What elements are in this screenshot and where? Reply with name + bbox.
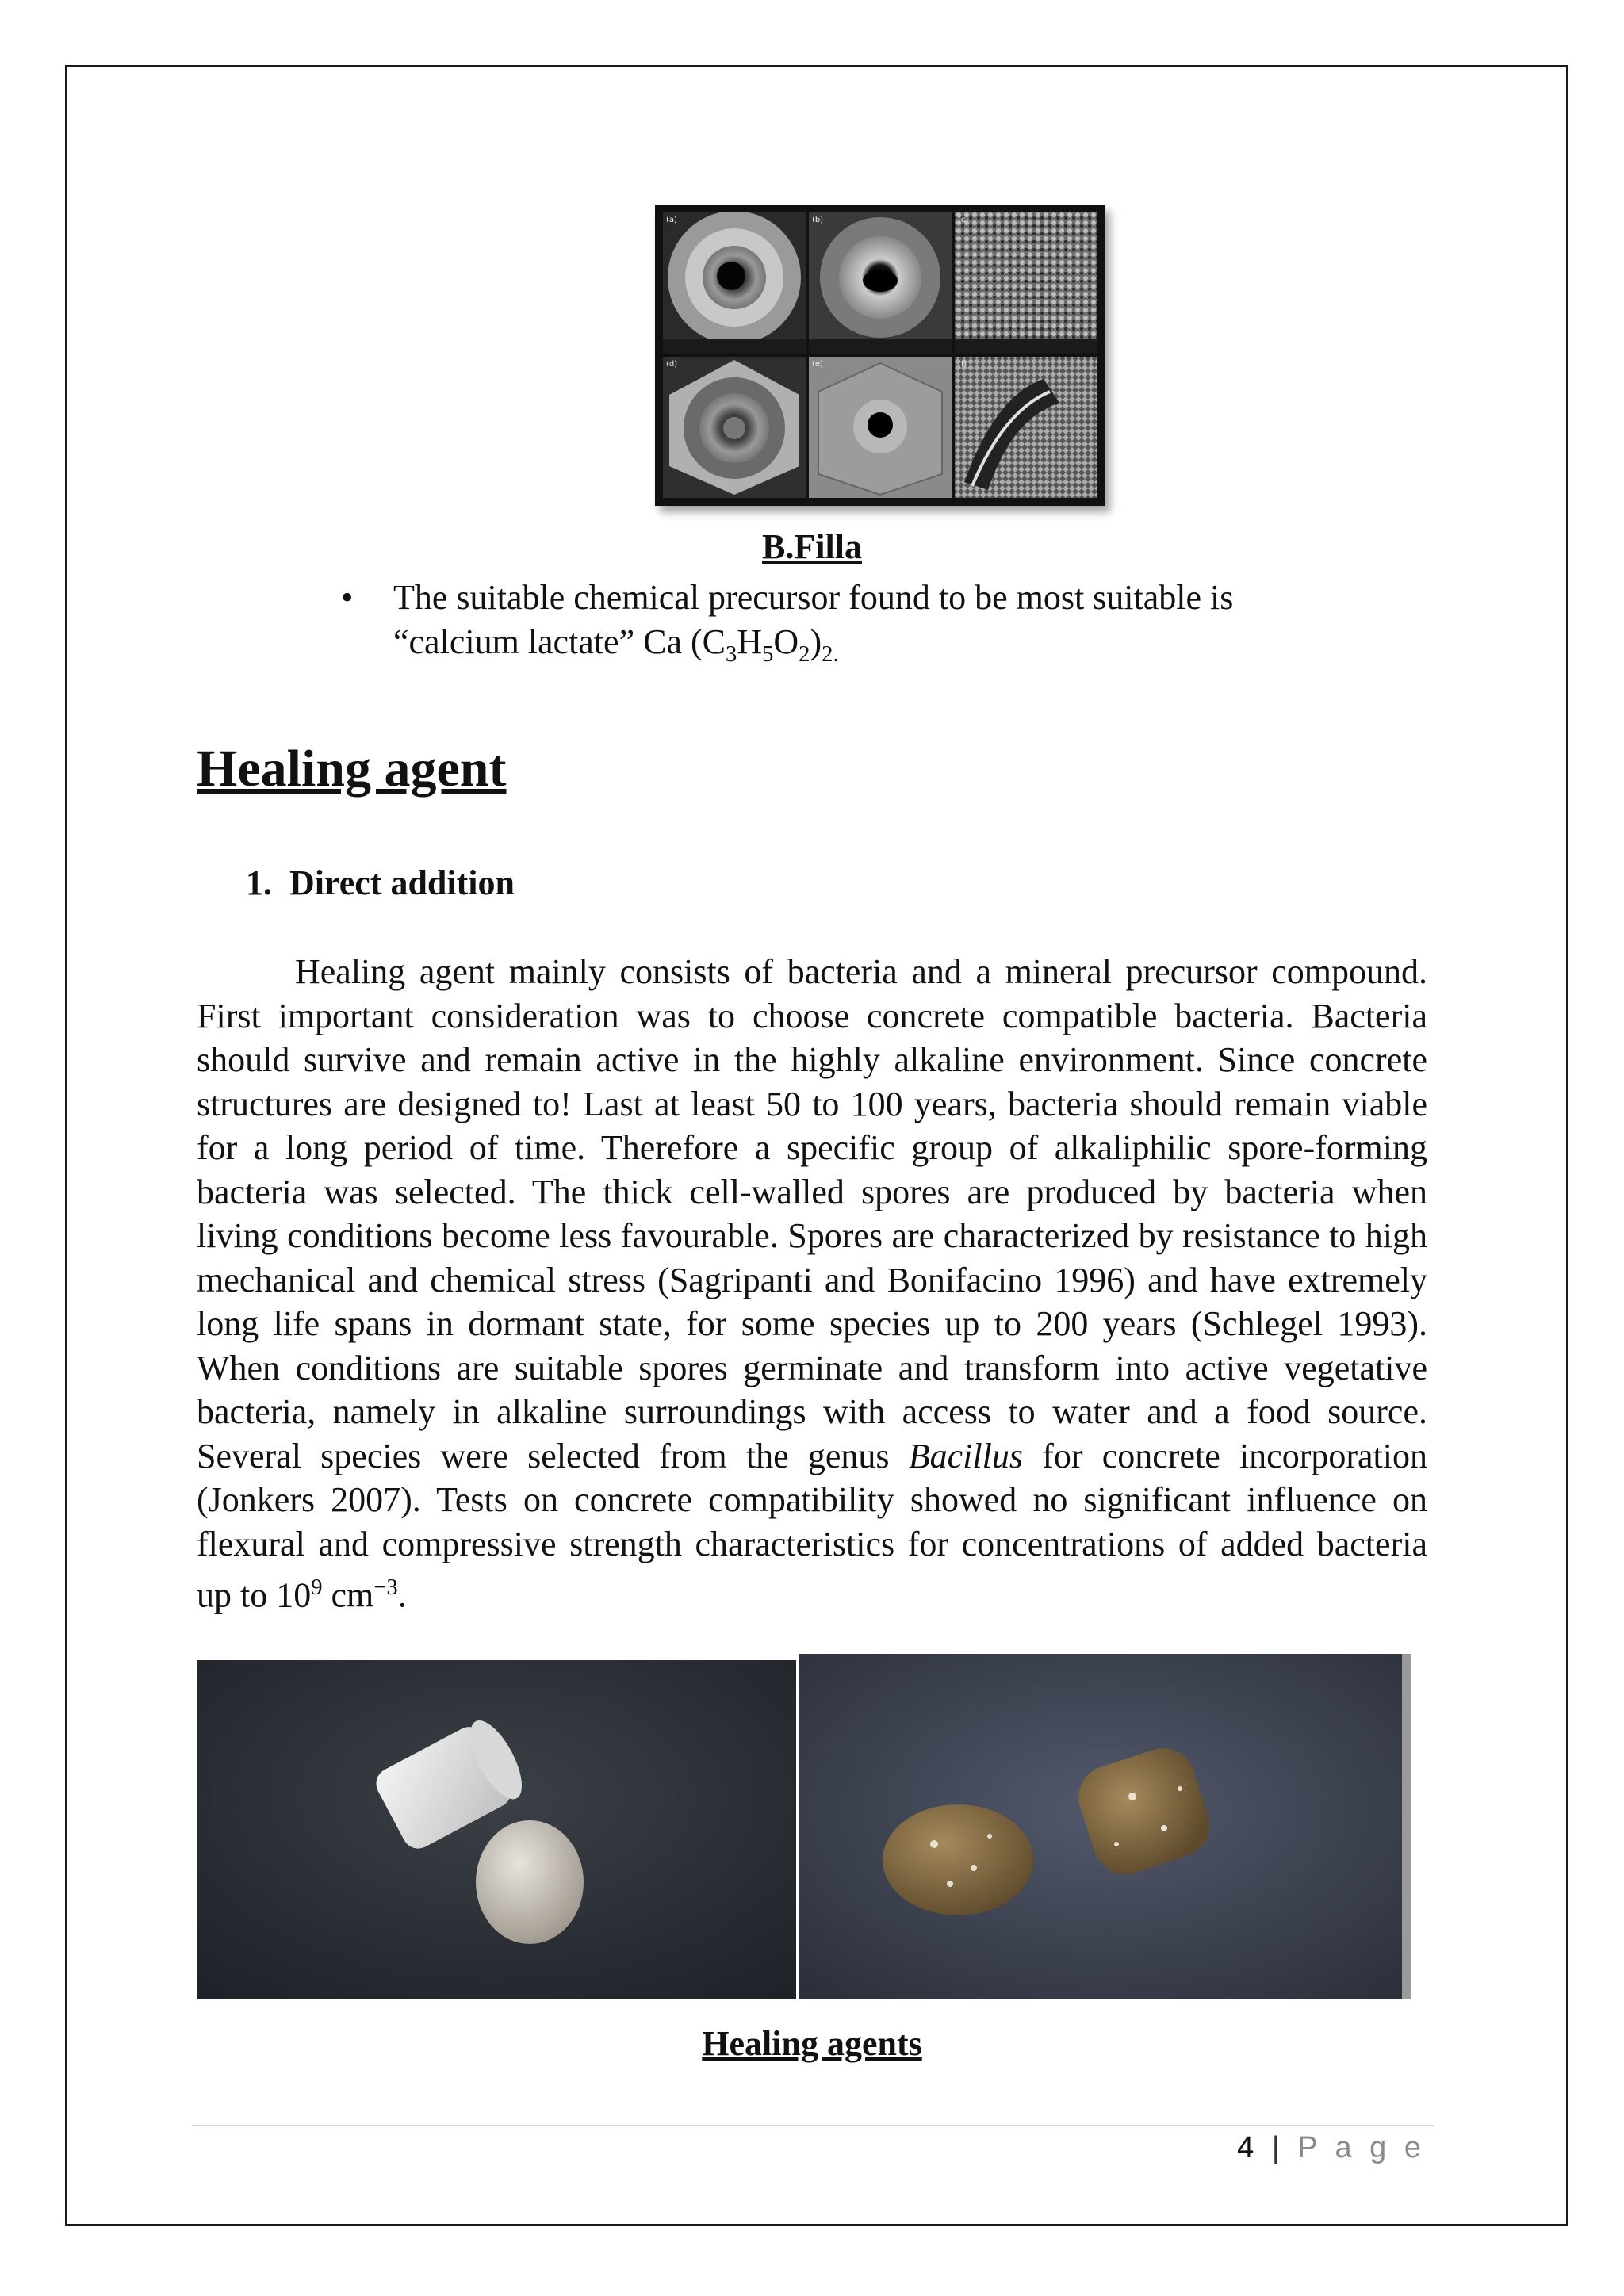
panel-label-f: (f) [958, 360, 967, 369]
sem-panel-f [955, 357, 1097, 498]
panel-label-a: (a) [666, 216, 677, 224]
sem-panel-e [809, 357, 952, 498]
panel-label-e: (e) [812, 360, 823, 369]
panel-label-c: (c) [958, 216, 969, 224]
footer-divider [192, 2125, 1434, 2126]
sem-micrograph-figure [655, 205, 1105, 506]
subsection-number: 1. [246, 863, 272, 902]
page-number: 4 [1237, 2131, 1259, 2164]
page-word: P a g e [1297, 2131, 1426, 2164]
sem-panel-d [663, 357, 806, 498]
subsection-title: Direct addition [289, 863, 515, 902]
figure-caption-healing-agents: Healing agents [702, 2024, 922, 2063]
body-paragraph: Healing agent mainly consists of bacteria and a mineral precursor compound. First important consideration was to choose concrete compatible bacteria. Bacteria should survive and remain active in the highly alkaline environment. Since concrete structures are designed to! Last at least 50 to 100 years, bacteria should remain viable for a long period of time. Therefore a specific group of alkaliphilic spore-forming bacteria was selected. The thick cell-walled spores are produced by bacteria when living conditions become less favourable. Spores are characterized by resistance to high mechanical and chemical stress (Sagripanti and Bonifacino 1996) and have extremely long life spans in dormant state, for some species up to 200 years (Schlegel 1993). When conditions are suitable spores germinate and transform into active vegetative bacteria, namely in alkaline surroundings with access to water and a food source. Several species were selected from the genus Bacillus for concrete incorporation (Jonkers 2007). Tests on concrete compatibility showed no significant influence on flexural and compressive strength characteristics for concentrations of added bacteria up to $10^9$ $cm^{-3}$. [197, 952, 1427, 1615]
sem-micrograph-grid [663, 212, 1097, 498]
footer-separator: | [1271, 2131, 1285, 2164]
page-footer [1237, 2131, 1426, 2165]
healing-agent-photo-white [197, 1660, 796, 1999]
bullet-text: The suitable chemical precursor found to be most suitable is “calcium lactate” Ca $(C_3H_5O_2)_{2.}$ [393, 578, 1234, 667]
panel-label-b: (b) [812, 216, 824, 224]
section-heading: Healing agent [197, 740, 507, 798]
healing-agent-photo-brown [799, 1654, 1411, 1999]
bullet-marker: • [341, 578, 354, 617]
sem-panel-c [955, 212, 1097, 354]
panel-label-d: (d) [666, 360, 678, 369]
figure-caption-sem: B.Filla [762, 527, 862, 566]
subsection-heading [246, 863, 515, 903]
sem-panel-b [809, 212, 952, 354]
sem-panel-a [663, 212, 806, 354]
